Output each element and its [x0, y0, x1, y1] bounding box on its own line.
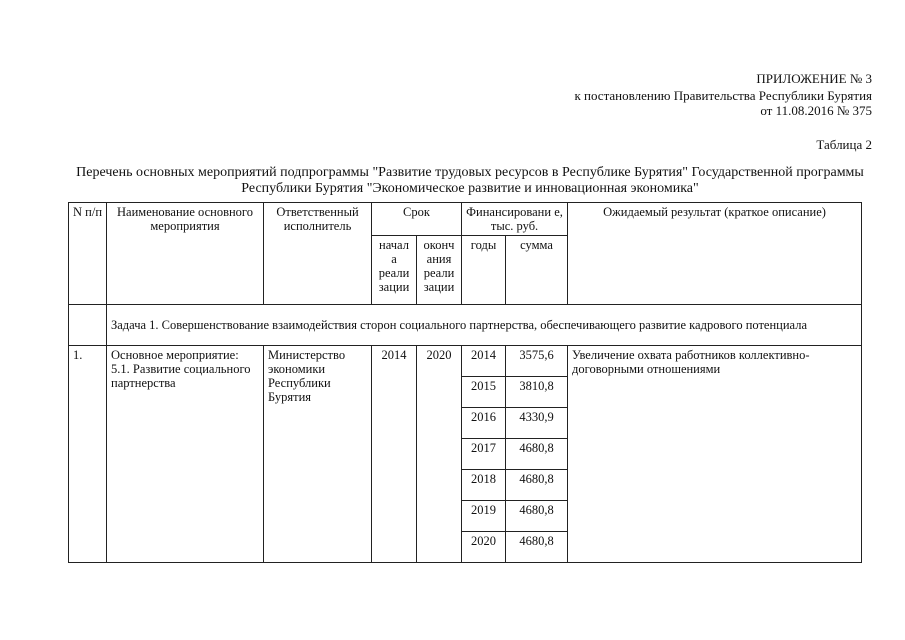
resolution-date: от 11.08.2016 № 375 — [760, 103, 872, 118]
task-num-cell — [69, 305, 107, 346]
fin-year: 2017 — [462, 439, 506, 470]
col-years: годы — [462, 236, 506, 305]
col-start: начал а реали зации — [372, 236, 417, 305]
col-name: Наименование основного мероприятия — [107, 203, 264, 305]
row-num: 1. — [69, 346, 107, 563]
appendix-label: ПРИЛОЖЕНИЕ № 3 — [756, 71, 872, 86]
col-financing: Финансировани е, тыс. руб. — [462, 203, 568, 236]
fin-year: 2014 — [462, 346, 506, 377]
resolution-ref: к постановлению Правительства Республики Бурятия — [574, 88, 872, 103]
fin-sum: 4680,8 — [506, 439, 568, 470]
fin-sum: 3810,8 — [506, 377, 568, 408]
row-end: 2020 — [417, 346, 462, 563]
fin-sum: 4680,8 — [506, 501, 568, 532]
fin-year: 2016 — [462, 408, 506, 439]
row-start: 2014 — [372, 346, 417, 563]
table-label: Таблица 2 — [816, 137, 872, 152]
row-result: Увеличение охвата работников коллективно-договорными отношениями — [568, 346, 862, 563]
fin-sum: 4680,8 — [506, 470, 568, 501]
fin-year: 2019 — [462, 501, 506, 532]
activities-table — [68, 202, 862, 563]
col-result: Ожидаемый результат (краткое описание) — [568, 203, 862, 305]
fin-sum: 4330,9 — [506, 408, 568, 439]
fin-year: 2020 — [462, 532, 506, 563]
fin-sum: 3575,6 — [506, 346, 568, 377]
row-name: Основное мероприятие: 5.1. Развитие социального партнерства — [107, 346, 264, 563]
header-row — [69, 203, 862, 236]
col-sum: сумма — [506, 236, 568, 305]
fin-year: 2015 — [462, 377, 506, 408]
col-executor: Ответственный исполнитель — [264, 203, 372, 305]
row-executor: Министерство экономики Республики Бурятия — [264, 346, 372, 563]
col-term: Срок — [372, 203, 462, 236]
fin-sum: 4680,8 — [506, 532, 568, 563]
fin-year: 2018 — [462, 470, 506, 501]
task-text: Задача 1. Совершенствование взаимодействия сторон социального партнерства, обеспечивающего развитие кадрового потенциала — [107, 305, 862, 346]
document-title: Перечень основных мероприятий подпрограммы "Развитие трудовых ресурсов в Республике Бурятия" Государственной программы Республики Бурятия "Экономическое развитие и инновационная экономика" — [76, 165, 864, 196]
activity-row — [69, 346, 862, 377]
col-end: оконч ания реали зации — [417, 236, 462, 305]
task-row — [69, 305, 862, 346]
col-num: N п/п — [69, 203, 107, 305]
